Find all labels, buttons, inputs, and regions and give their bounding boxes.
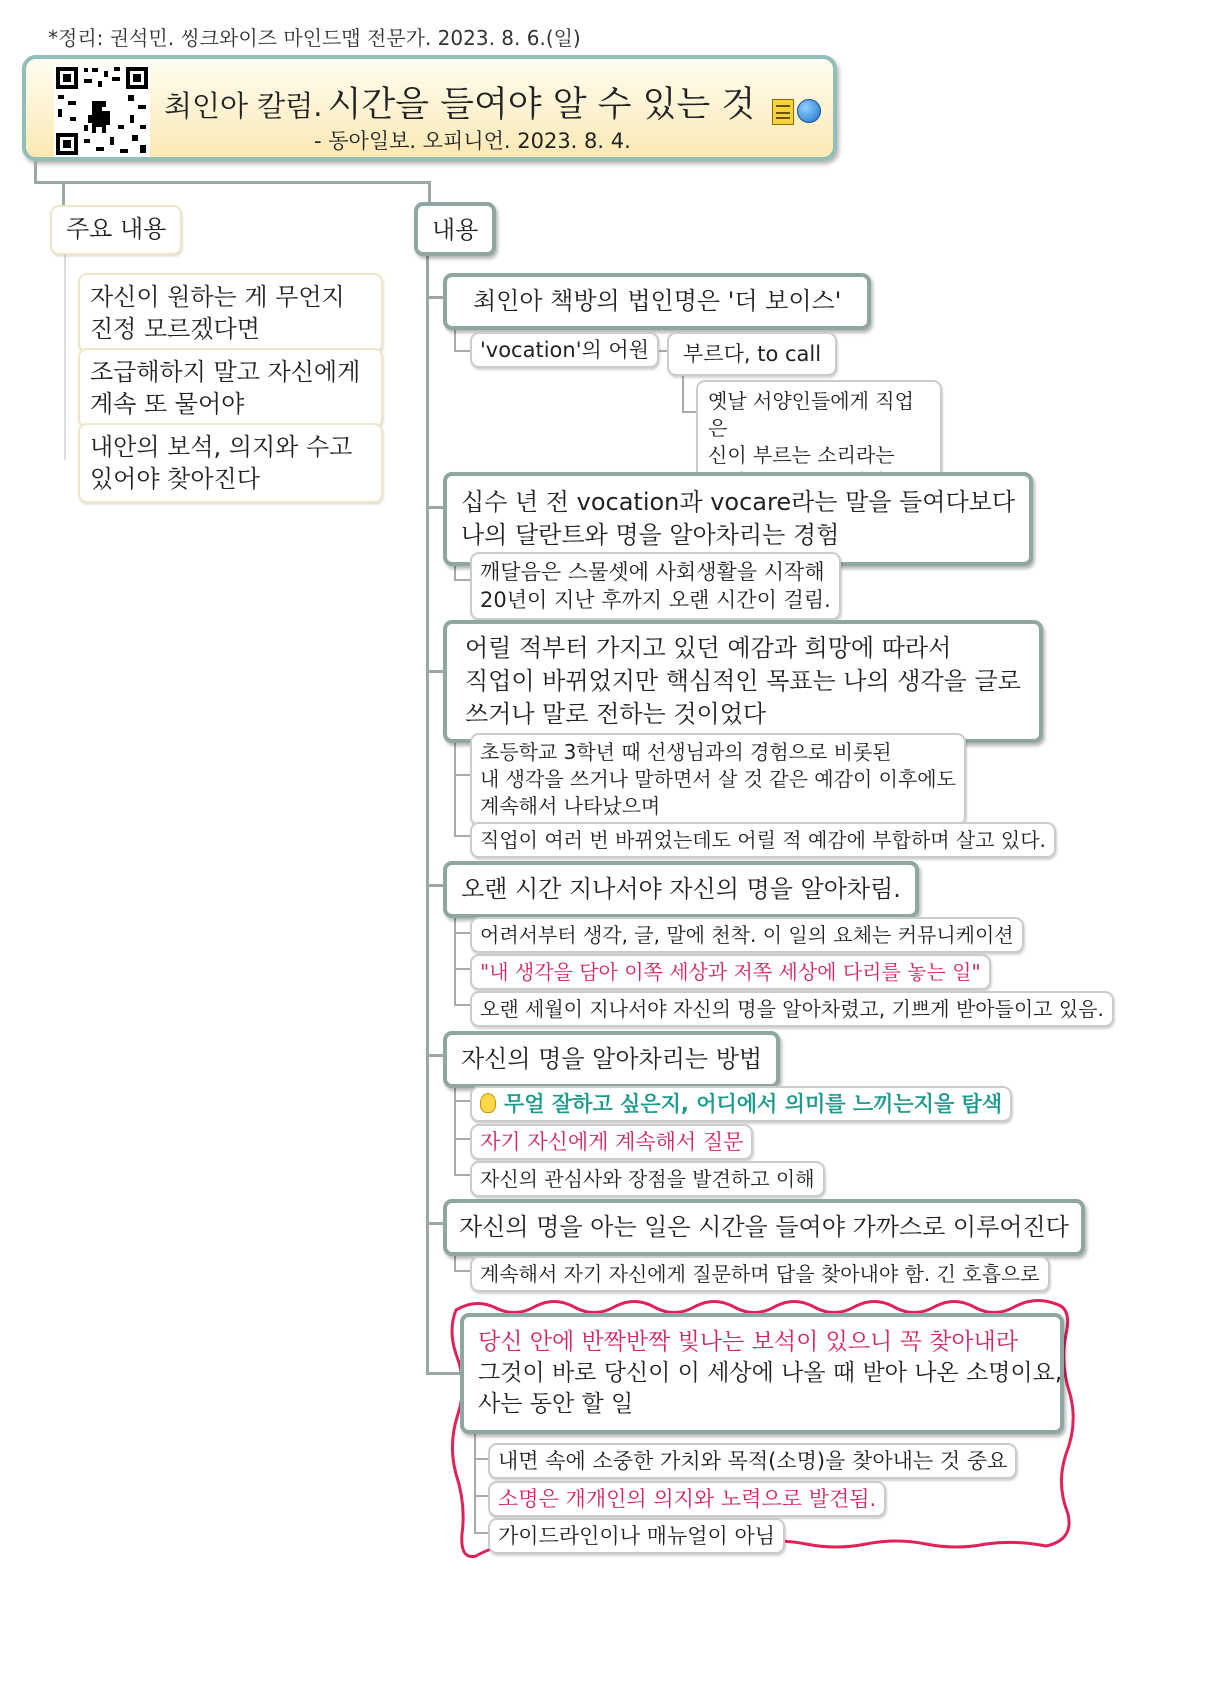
- left-item-1-line-1: 자신이 원하는 게 무언지: [90, 283, 345, 311]
- topic-bookstore-name[interactable]: 최인아 책방의 법인명은 '더 보이스': [443, 273, 871, 330]
- long-breath-node[interactable]: 계속해서 자기 자신에게 질문하며 답을 찾아내야 함. 긴 호흡으로: [470, 1256, 1050, 1292]
- communication-node[interactable]: 어려서부터 생각, 글, 말에 천착. 이 일의 요체는 커뮤니케이션: [470, 917, 1024, 953]
- title-main: 시간을 들여야 알 수 있는 것: [327, 85, 756, 125]
- qr-code-icon: [54, 65, 150, 157]
- left-item-1-line-2: 진정 모르겠다면: [90, 315, 260, 343]
- memo-icon[interactable]: [772, 99, 794, 125]
- etymology-node[interactable]: 'vocation'의 어원: [470, 332, 659, 368]
- topic-takes-time[interactable]: 자신의 명을 아는 일은 시간을 들여야 가까스로 이루어진다: [443, 1199, 1085, 1256]
- left-item-3[interactable]: [78, 423, 383, 503]
- realization-time-node[interactable]: [470, 552, 841, 620]
- job-changes-node[interactable]: 직업이 여러 번 바뀌었는데도 어릴 적 예감에 부합하며 살고 있다.: [470, 822, 1056, 858]
- topic-how-to-realize[interactable]: 자신의 명을 알아차리는 방법: [443, 1031, 780, 1088]
- b3-title-line-3: 쓰거나 말로 전하는 것이었다: [465, 700, 767, 728]
- teacher-experience-node[interactable]: [470, 733, 966, 826]
- topic-childhood-premonition[interactable]: [443, 620, 1043, 743]
- inner-value-node[interactable]: 내면 속에 소중한 가치와 목적(소명)을 찾아내는 것 중요: [488, 1443, 1017, 1479]
- b7-title-line-2: 그것이 바로 당신이 이 세상에 나올 때 받아 나온 소명이요,: [478, 1360, 1063, 1386]
- will-effort-node[interactable]: 소명은 개개인의 의지와 노력으로 발견됨.: [488, 1481, 886, 1517]
- b2-sub-line-1: 깨달음은 스물셋에 사회생활을 시작해: [480, 560, 825, 584]
- b3-sub-line-3: 계속해서 나타났으며: [480, 794, 661, 818]
- keep-asking-node[interactable]: 자기 자신에게 계속해서 질문: [470, 1124, 753, 1160]
- accepting-calling-node[interactable]: 오랜 세월이 지나서야 자신의 명을 알아차렸고, 기쁘게 받아들이고 있음.: [470, 991, 1114, 1027]
- b3-title-line-2: 직업이 바뀌었지만 핵심적인 목표는 나의 생각을 글로: [465, 667, 1021, 695]
- to-call-node[interactable]: 부르다, to call: [667, 332, 837, 376]
- b3-sub-line-2: 내 생각을 쓰거나 말하면서 살 것 같은 예감이 이후에도: [480, 767, 956, 791]
- left-item-3-line-2: 있어야 찾아진다: [90, 465, 260, 493]
- left-branch-header[interactable]: 주요 내용: [50, 205, 182, 255]
- b7-title-line-3: 사는 동안 할 일: [478, 1391, 634, 1417]
- interests-strengths-node[interactable]: 자신의 관심사와 장점을 발견하고 이해: [470, 1161, 825, 1197]
- lightbulb-icon: [480, 1093, 496, 1113]
- topic-late-realization[interactable]: 오랜 시간 지나서야 자신의 명을 알아차림.: [443, 861, 919, 918]
- meaning-line-1: 옛날 서양인들에게 직업은: [708, 389, 914, 440]
- b7-title-pink: 당신 안에 반짝반짝 빛나는 보석이 있으니 꼭 찾아내라: [478, 1329, 1018, 1355]
- left-item-2-line-2: 계속 또 물어야: [90, 390, 245, 418]
- title-source: - 동아일보. 오피니언. 2023. 8. 4.: [314, 129, 631, 153]
- not-a-manual-node[interactable]: 가이드라인이나 매뉴얼이 아님: [488, 1518, 785, 1554]
- credit-line: *정리: 권석민. 씽크와이즈 마인드맵 전문가. 2023. 8. 6.(일): [48, 26, 581, 50]
- topic-find-the-gem[interactable]: [460, 1313, 1064, 1434]
- bridge-quote-node[interactable]: "내 생각을 담아 이쪽 세상과 저쪽 세상에 다리를 놓는 일": [470, 954, 991, 990]
- title-prefix: 최인아 칼럼.: [164, 89, 323, 123]
- left-item-1[interactable]: [78, 273, 383, 353]
- meaning-line-2: 신이 부르는 소리라는: [708, 443, 895, 467]
- title-box: [22, 55, 837, 161]
- right-branch-header[interactable]: 내용: [414, 202, 496, 256]
- b3-sub-line-1: 초등학교 3학년 때 선생님과의 경험으로 비롯된: [480, 740, 892, 764]
- left-item-2[interactable]: [78, 348, 383, 428]
- left-item-2-line-1: 조급해하지 말고 자신에게: [90, 358, 361, 386]
- explore-meaning-text: 무얼 잘하고 싶은지, 어디에서 의미를 느끼는지을 탐색: [504, 1092, 1003, 1116]
- b2-title-line-2: 나의 달란트와 명을 알아차리는 경험: [461, 521, 840, 549]
- b3-title-line-1: 어릴 적부터 가지고 있던 예감과 희망에 따라서: [465, 634, 952, 662]
- explore-meaning-node[interactable]: [470, 1086, 1012, 1122]
- b2-sub-line-2: 20년이 지난 후까지 오랜 시간이 걸림.: [480, 588, 831, 612]
- left-item-3-line-1: 내안의 보석, 의지와 수고: [90, 433, 353, 461]
- globe-link-icon[interactable]: [797, 99, 821, 123]
- b2-title-line-1: 십수 년 전 vocation과 vocare라는 말을 들여다보다: [461, 488, 1016, 516]
